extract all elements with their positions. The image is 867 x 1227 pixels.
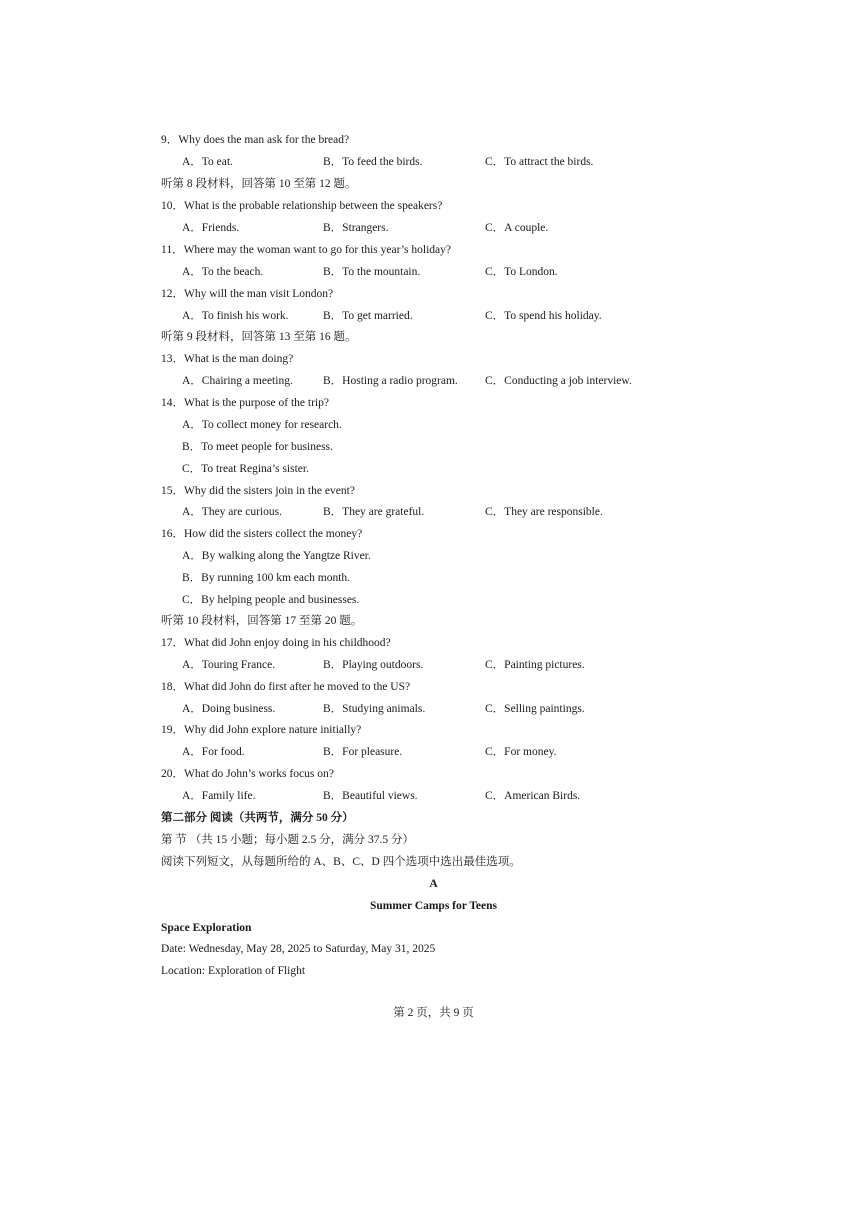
passage-location: Location: Exploration of Flight: [161, 965, 306, 977]
option-a: A．Friends.: [182, 222, 240, 234]
option-a: A．To collect money for research.: [182, 419, 342, 431]
option-c: C．Conducting a job interview.: [485, 375, 632, 387]
option-a: A．Doing business.: [182, 703, 276, 715]
question-stem: 12．Why will the man visit London?: [161, 288, 334, 300]
option-c: C．For money.: [485, 746, 557, 758]
listening-instruction: 听第 10 段材料，回答第 17 至第 20 题。: [161, 615, 363, 627]
option-b: B．To the mountain.: [323, 266, 421, 278]
question-stem: 18．What did John do first after he moved to the US?: [161, 681, 411, 693]
option-b: B．To get married.: [323, 310, 413, 322]
page-footer: 第 2 页，共 9 页: [393, 1007, 474, 1019]
question-stem: 14．What is the purpose of the trip?: [161, 397, 329, 409]
listening-instruction: 听第 9 段材料，回答第 13 至第 16 题。: [161, 331, 357, 343]
question-stem: 17．What did John enjoy doing in his childhood?: [161, 637, 391, 649]
option-b: B．Hosting a radio program.: [323, 375, 458, 387]
question-stem: 13．What is the man doing?: [161, 353, 294, 365]
passage-date: Date: Wednesday, May 28, 2025 to Saturday, May 31, 2025: [161, 943, 436, 955]
option-c: C．To treat Regina’s sister.: [182, 463, 309, 475]
option-a: A．To finish his work.: [182, 310, 289, 322]
option-a: A．To eat.: [182, 156, 233, 168]
question-stem: 19．Why did John explore nature initially?: [161, 724, 362, 736]
option-c: C．By helping people and businesses.: [182, 594, 360, 606]
option-b: B．Strangers.: [323, 222, 389, 234]
question-stem: 16．How did the sisters collect the money?: [161, 528, 363, 540]
option-b: B．They are grateful.: [323, 506, 425, 518]
option-c: C．They are responsible.: [485, 506, 603, 518]
option-c: C．To London.: [485, 266, 558, 278]
option-a: A．Touring France.: [182, 659, 276, 671]
option-c: C．To spend his holiday.: [485, 310, 602, 322]
question-stem: 20．What do John’s works focus on?: [161, 768, 334, 780]
option-b: B．Beautiful views.: [323, 790, 418, 802]
option-a: A．Chairing a meeting.: [182, 375, 293, 387]
passage-heading: Space Exploration: [161, 922, 252, 934]
directions: 阅读下列短文，从每题所给的 A、B、C、D 四个选项中选出最佳选项。: [161, 856, 521, 868]
option-c: C．American Birds.: [485, 790, 581, 802]
option-a: A．By walking along the Yangtze River.: [182, 550, 371, 562]
option-c: C．To attract the birds.: [485, 156, 594, 168]
option-b: B．Playing outdoors.: [323, 659, 424, 671]
option-a: A．They are curious.: [182, 506, 282, 518]
option-b: B．Studying animals.: [323, 703, 426, 715]
question-stem: 10．What is the probable relationship between the speakers?: [161, 200, 443, 212]
question-stem: 9．Why does the man ask for the bread?: [161, 134, 350, 146]
passage-title: Summer Camps for Teens: [369, 900, 498, 912]
part-title: 第二部分 阅读（共两节，满分 50 分）: [161, 812, 354, 824]
question-stem: 11．Where may the woman want to go for this year’s holiday?: [161, 244, 451, 256]
option-b: B．To meet people for business.: [182, 441, 333, 453]
option-b: B．To feed the birds.: [323, 156, 423, 168]
option-a: A．For food.: [182, 746, 245, 758]
option-a: A．Family life.: [182, 790, 256, 802]
listening-instruction: 听第 8 段材料，回答第 10 至第 12 题。: [161, 178, 357, 190]
passage-letter: A: [429, 878, 438, 890]
option-c: C．A couple.: [485, 222, 549, 234]
option-a: A．To the beach.: [182, 266, 264, 278]
section-title: 第 节 （共 15 小题；每小题 2.5 分，满分 37.5 分）: [161, 834, 414, 846]
option-c: C．Selling paintings.: [485, 703, 585, 715]
question-stem: 15．Why did the sisters join in the event?: [161, 485, 355, 497]
option-b: B．By running 100 km each month.: [182, 572, 351, 584]
option-b: B．For pleasure.: [323, 746, 403, 758]
option-c: C．Painting pictures.: [485, 659, 585, 671]
